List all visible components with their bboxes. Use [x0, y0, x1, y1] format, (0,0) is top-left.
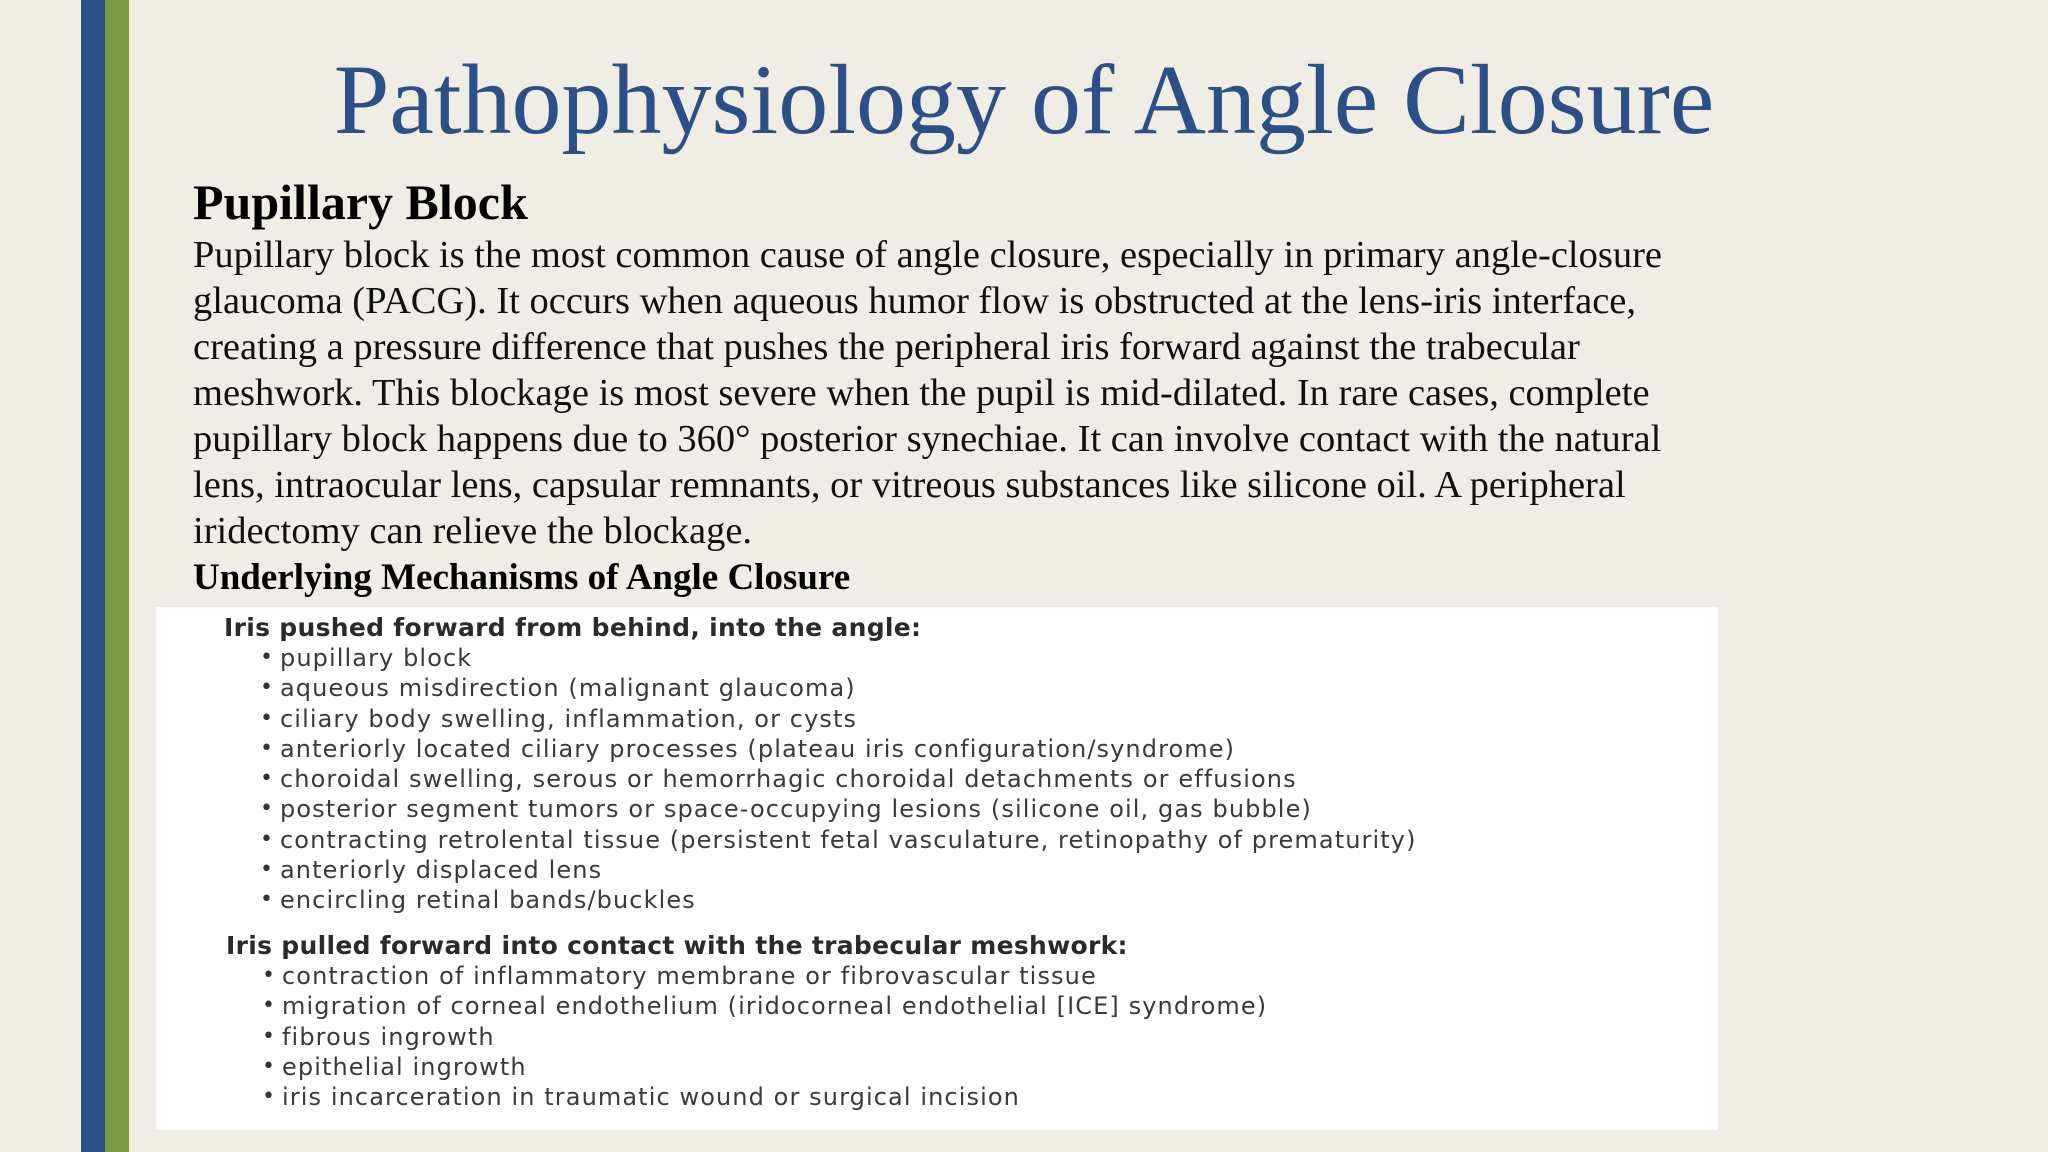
list-item	[226, 1052, 1267, 1082]
list-item-text: fibrous ingrowth	[282, 1022, 495, 1051]
mechanism-group-pulled	[226, 931, 1267, 1112]
list-item-text: anteriorly located ciliary processes (plateau iris configuration/syndrome)	[280, 734, 1236, 763]
slide-title	[0, 40, 2048, 160]
list-item-text: pupillary block	[280, 644, 473, 672]
mechanism-list	[226, 961, 1267, 1112]
mechanisms-table-image	[156, 607, 1718, 1130]
bullet-icon: •	[262, 963, 277, 988]
list-item	[226, 991, 1267, 1021]
list-item	[224, 673, 1417, 703]
bullet-icon: •	[260, 766, 275, 792]
list-item-text: aqueous misdirection (malignant glaucoma)	[280, 674, 856, 703]
list-item-text: anteriorly displaced lens	[280, 856, 603, 885]
bullet-icon: •	[262, 1084, 277, 1110]
bullet-icon: •	[260, 735, 275, 761]
list-item	[226, 961, 1267, 991]
list-item	[224, 764, 1417, 794]
list-item	[224, 885, 1417, 915]
list-item	[224, 855, 1417, 885]
mechanism-group-pushed	[224, 613, 1417, 916]
bullet-icon: •	[260, 887, 275, 913]
bullet-icon: •	[260, 645, 275, 670]
bullet-icon: •	[260, 826, 275, 852]
bullet-icon: •	[260, 675, 275, 701]
bullet-icon: •	[260, 857, 275, 883]
list-item-text: encircling retinal bands/buckles	[280, 886, 696, 915]
accent-stripe-green	[105, 0, 129, 1152]
group-heading: Iris pushed forward from behind, into the angle:	[224, 613, 922, 642]
list-item	[224, 825, 1417, 855]
list-item	[224, 794, 1417, 824]
list-item-text: migration of corneal endothelium (iridocorneal endothelial [ICE] syndrome)	[282, 992, 1268, 1021]
bullet-icon: •	[260, 705, 275, 731]
bullet-icon: •	[262, 1023, 277, 1049]
list-item-text: epithelial ingrowth	[282, 1052, 527, 1081]
section-heading: Pupillary Block	[193, 174, 528, 230]
bullet-icon: •	[260, 796, 275, 822]
bullet-icon: •	[262, 993, 277, 1019]
mechanism-list	[224, 643, 1417, 916]
list-item-text: ciliary body swelling, inflammation, or cysts	[280, 704, 858, 733]
body-paragraph: Pupillary block is the most common cause of angle closure, especially in primary angle-closure glaucoma (PACG). It occurs when aqueous humor flow is obstructed at the lens-iris interface, creating a pressure difference that pushes the peripheral iris forward against the trabecular meshwork. This blockage is most severe when the pupil is mid-dilated. In rare cases, complete pupillary block happens due to 360° posterior synechiae. It can involve contact with the natural lens, intraocular lens, capsular remnants, or vitreous substances like silicone oil. A peripheral iridectomy can relieve the blockage.	[193, 234, 1662, 552]
accent-stripe-blue	[81, 0, 105, 1152]
group-heading: Iris pulled forward into contact with the trabecular meshwork:	[226, 931, 1128, 960]
list-item-text: contraction of inflammatory membrane or fibrovascular tissue	[282, 962, 1097, 990]
bullet-icon: •	[262, 1053, 277, 1079]
list-item	[224, 734, 1417, 764]
sub-heading: Underlying Mechanisms of Angle Closure	[193, 557, 851, 598]
list-item	[226, 1082, 1267, 1112]
list-item-text: choroidal swelling, serous or hemorrhagic choroidal detachments or effusions	[280, 765, 1297, 794]
list-item	[226, 1022, 1267, 1052]
list-item-text: contracting retrolental tissue (persistent fetal vasculature, retinopathy of prematurity)	[280, 825, 1417, 854]
list-item	[224, 704, 1417, 734]
list-item-text: posterior segment tumors or space-occupying lesions (silicone oil, gas bubble)	[280, 795, 1312, 824]
list-item-text: iris incarceration in traumatic wound or surgical incision	[282, 1083, 1020, 1112]
slide-title-text: Pathophysiology of Angle Closure	[333, 44, 1715, 155]
list-item	[224, 643, 1417, 673]
